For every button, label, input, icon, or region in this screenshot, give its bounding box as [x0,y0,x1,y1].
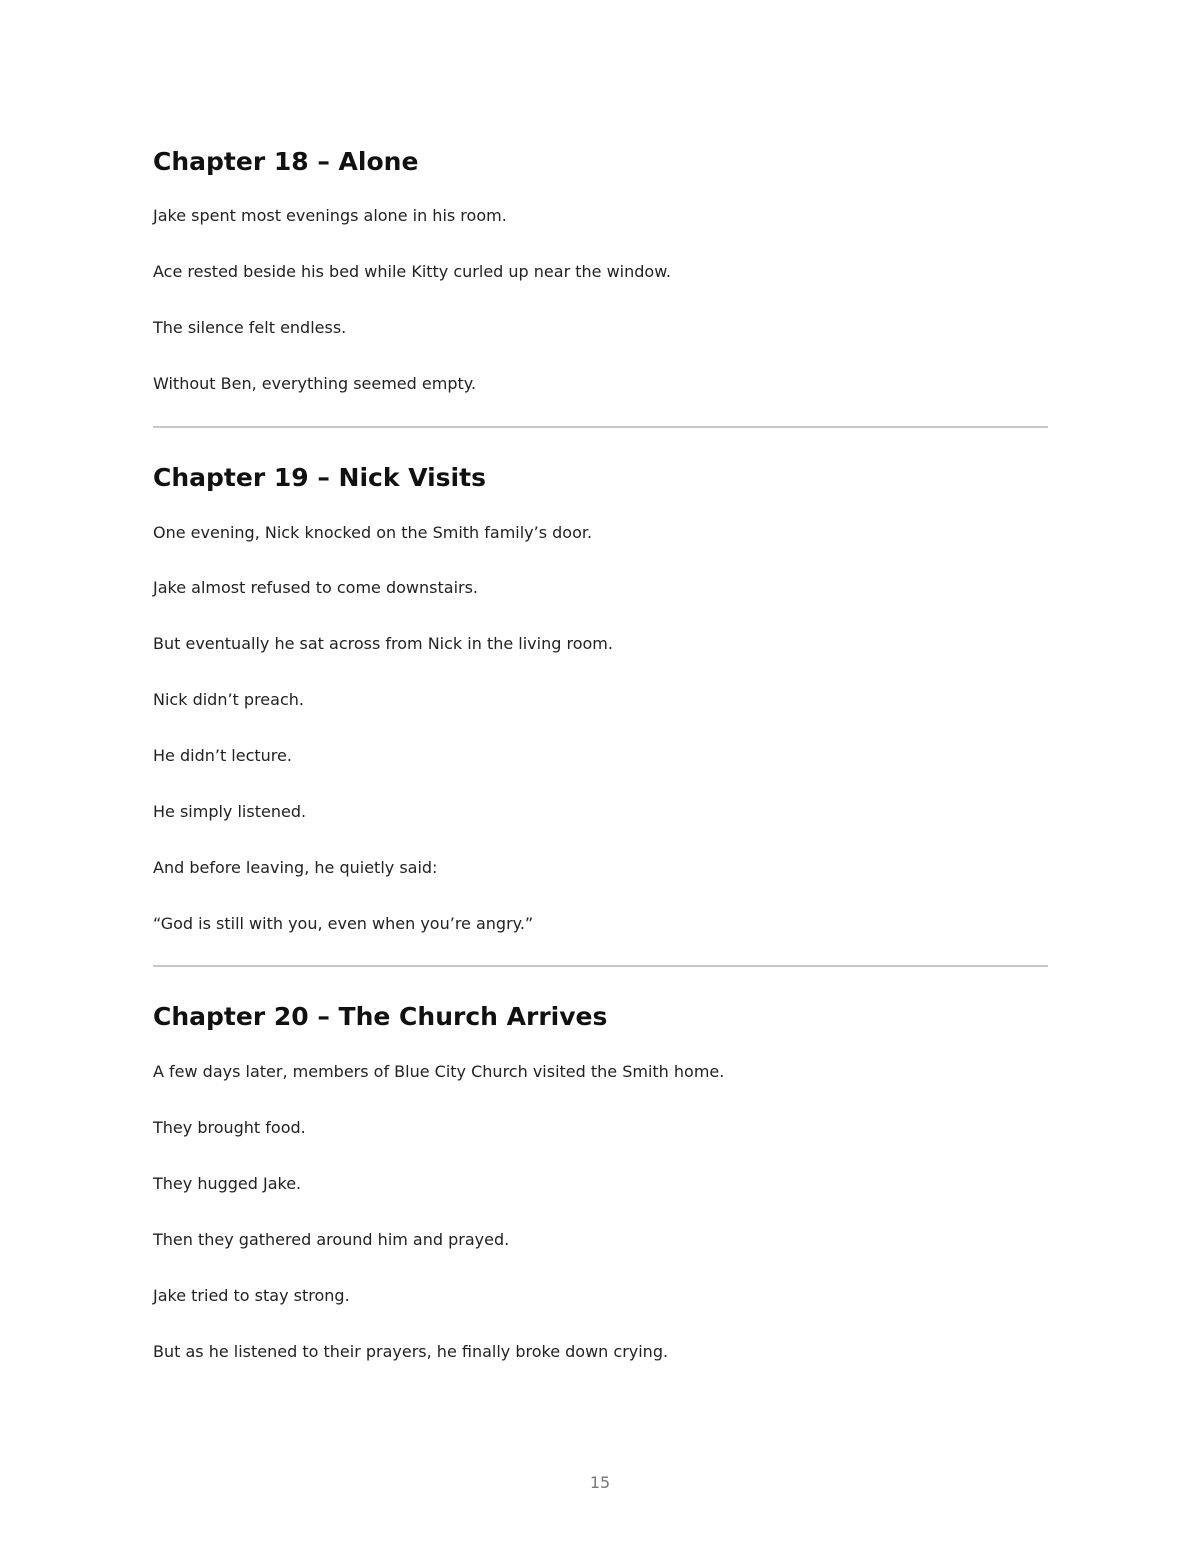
quotation: “God is still with you, even when you’re angry.” [153,914,534,933]
paragraph: Then they gathered around him and prayed. [153,1230,510,1249]
paragraph: Ace rested beside his bed while Kitty curled up near the window. [153,262,671,281]
paragraph: They hugged Jake. [153,1174,302,1193]
paragraph: But eventually he sat across from Nick in the living room. [153,634,613,653]
paragraph: And before leaving, he quietly said: [153,858,438,877]
section-divider [153,426,1048,428]
chapter-title: Chapter 18 – Alone [153,147,419,176]
paragraph: Jake almost refused to come downstairs. [153,578,479,597]
paragraph: Without Ben, everything seemed empty. [153,374,477,393]
section-divider [153,965,1048,967]
paragraph: A few days later, members of Blue City Church visited the Smith home. [153,1062,725,1081]
paragraph: But as he listened to their prayers, he finally broke down crying. [153,1342,669,1361]
paragraph: The silence felt endless. [153,318,347,337]
chapter-title: Chapter 20 – The Church Arrives [153,1002,608,1031]
paragraph: He simply listened. [153,802,307,821]
paragraph: Jake spent most evenings alone in his room. [153,206,507,225]
paragraph: One evening, Nick knocked on the Smith family’s door. [153,523,593,542]
paragraph: They brought food. [153,1118,306,1137]
chapter-title: Chapter 19 – Nick Visits [153,463,486,492]
paragraph: Nick didn’t preach. [153,690,304,709]
paragraph: Jake tried to stay strong. [153,1286,350,1305]
paragraph: He didn’t lecture. [153,746,292,765]
document-page [153,0,1048,1553]
page-number: 15 [589,1473,611,1492]
